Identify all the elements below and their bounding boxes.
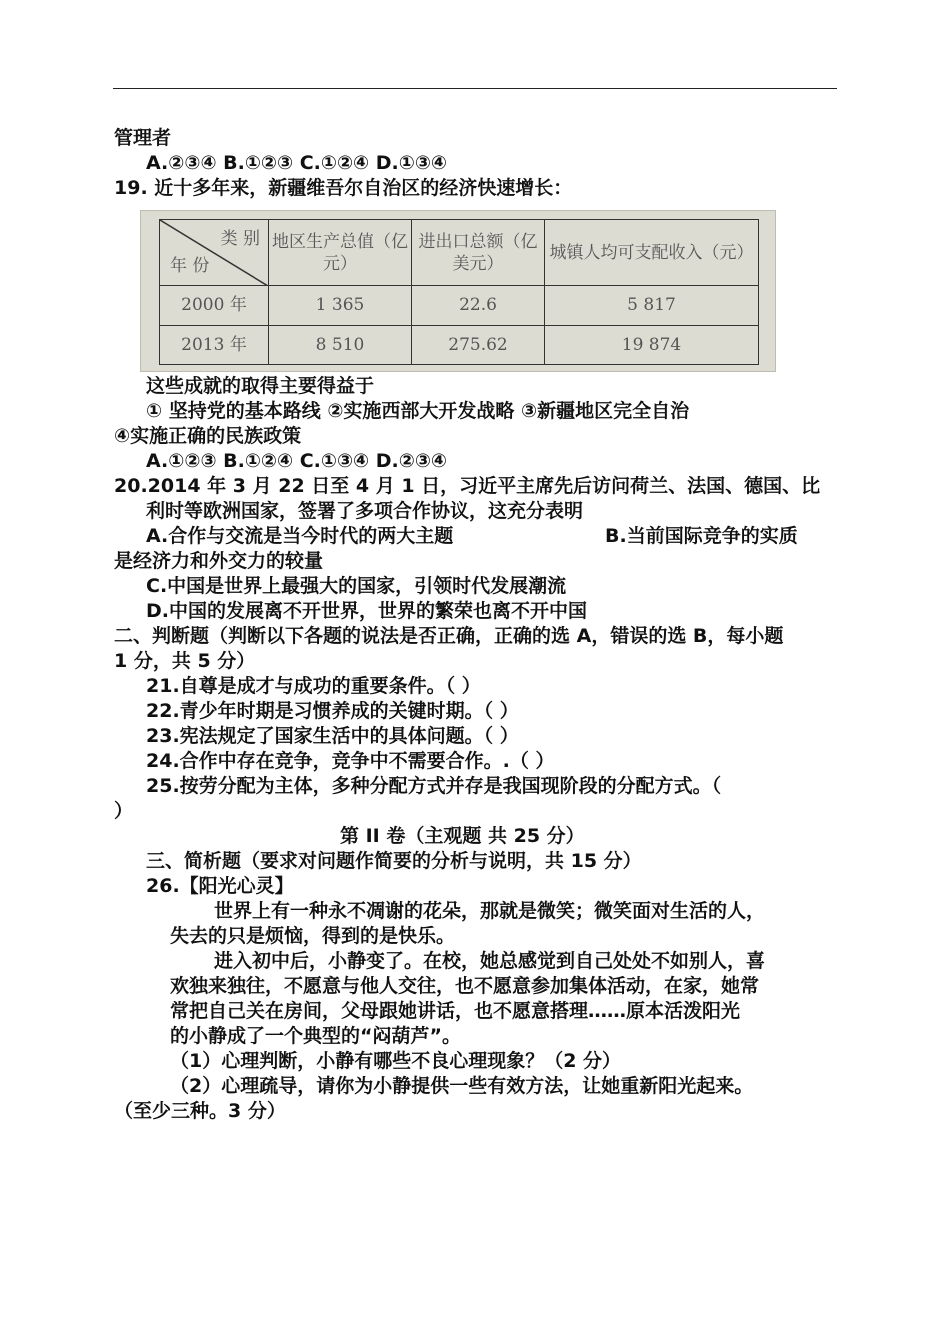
section-heading: 二、判断题（判断以下各题的说法是否正确，正确的选 A，错误的选 B，每小题 [114,625,784,647]
q23: 23.宪法规定了国家生活中的具体问题。（ ） [146,725,519,747]
table-cell: 2013 年 [160,325,269,365]
text-line: 常把自己关在房间，父母跟她讲话，也不愿意搭理……原本活泼阳光 [170,1000,741,1022]
q20-option-a: A.合作与交流是当今时代的两大主题 [146,525,454,547]
q19-stem: 19. 近十多年来，新疆维吾尔自治区的经济快速增长： [114,177,573,199]
q25: 25.按劳分配为主体，多种分配方式并存是我国现阶段的分配方式。（ [146,775,722,797]
column-header: 城镇人均可支配收入（元） [545,220,759,286]
table-cell: 8 510 [269,325,412,365]
column-header: 地区生产总值（亿元） [269,220,412,286]
text-line: 是经济力和外交力的较量 [114,550,324,572]
table-cell: 2000 年 [160,286,269,326]
q26-sub2: （2）心理疏导，请你为小静提供一些有效方法，让她重新阳光起来。 [170,1075,754,1097]
header-rule [113,88,837,89]
text-line: 进入初中后，小静变了。在校，她总感觉到自己处处不如别人，喜 [214,950,766,972]
text-line: 世界上有一种永不凋谢的花朵，那就是微笑；微笑面对生活的人， [214,900,766,922]
text-line: ① 坚持党的基本路线 ②实施西部大开发战略 ③新疆地区完全自治 [146,400,690,422]
column-header: 进出口总额（亿美元） [412,220,545,286]
q24: 24.合作中存在竞争，竞争中不需要合作。.（ ） [146,750,555,772]
q19-options: A.①②③ B.①②④ C.①③④ D.②③④ [146,450,448,472]
q20-option-c: C.中国是世界上最强大的国家，引领时代发展潮流 [146,575,567,597]
text-line: 这些成就的取得主要得益于 [146,375,375,397]
table-cell: 5 817 [545,286,759,326]
text-line: （至少三种。3 分） [114,1100,286,1122]
table-row [160,325,759,365]
q22: 22.青少年时期是习惯养成的关键时期。（ ） [146,700,519,722]
q20-stem: 20.2014 年 3 月 22 日至 4 月 1 日，习近平主席先后访问荷兰、法国、德国、比 [114,475,821,497]
q21: 21.自尊是成才与成功的重要条件。（ ） [146,675,481,697]
table-row [160,286,759,326]
economic-data-table [159,219,759,365]
text-line: ④实施正确的民族政策 [114,425,302,447]
table-cell: 275.62 [412,325,545,365]
text-line: 管理者 [114,127,172,149]
table-photo [140,210,776,372]
q26-title: 26.【阳光心灵】 [146,875,294,897]
text-line: 利时等欧洲国家，签署了多项合作协议，这充分表明 [146,500,584,522]
part-title: 第 II 卷（主观题 共 25 分） [340,825,585,847]
corner-year-label: 年 份 [170,256,210,276]
text-line: 失去的只是烦恼，得到的是快乐。 [170,925,456,947]
text-line: ） [114,800,134,822]
table-cell: 1 365 [269,286,412,326]
corner-category-label: 类 别 [220,229,260,249]
text-line: 的小静成了一个典型的“闷葫芦”。 [170,1025,461,1047]
q18-options: A.②③④ B.①②③ C.①②④ D.①③④ [146,152,448,174]
table-cell: 19 874 [545,325,759,365]
q26-sub1: （1）心理判断，小静有哪些不良心理现象？（2 分） [170,1050,622,1072]
table-cell: 22.6 [412,286,545,326]
text-line: 1 分，共 5 分） [114,650,256,672]
q20-option-d: D.中国的发展离不开世界，世界的繁荣也离不开中国 [146,600,587,622]
corner-header-cell [160,220,269,286]
text-line: 欢独来独往，不愿意与他人交往，也不愿意参加集体活动，在家，她常 [170,975,760,997]
q20-option-b: B.当前国际竞争的实质 [605,525,798,547]
section-heading: 三、简析题（要求对问题作简要的分析与说明，共 15 分） [146,850,642,872]
